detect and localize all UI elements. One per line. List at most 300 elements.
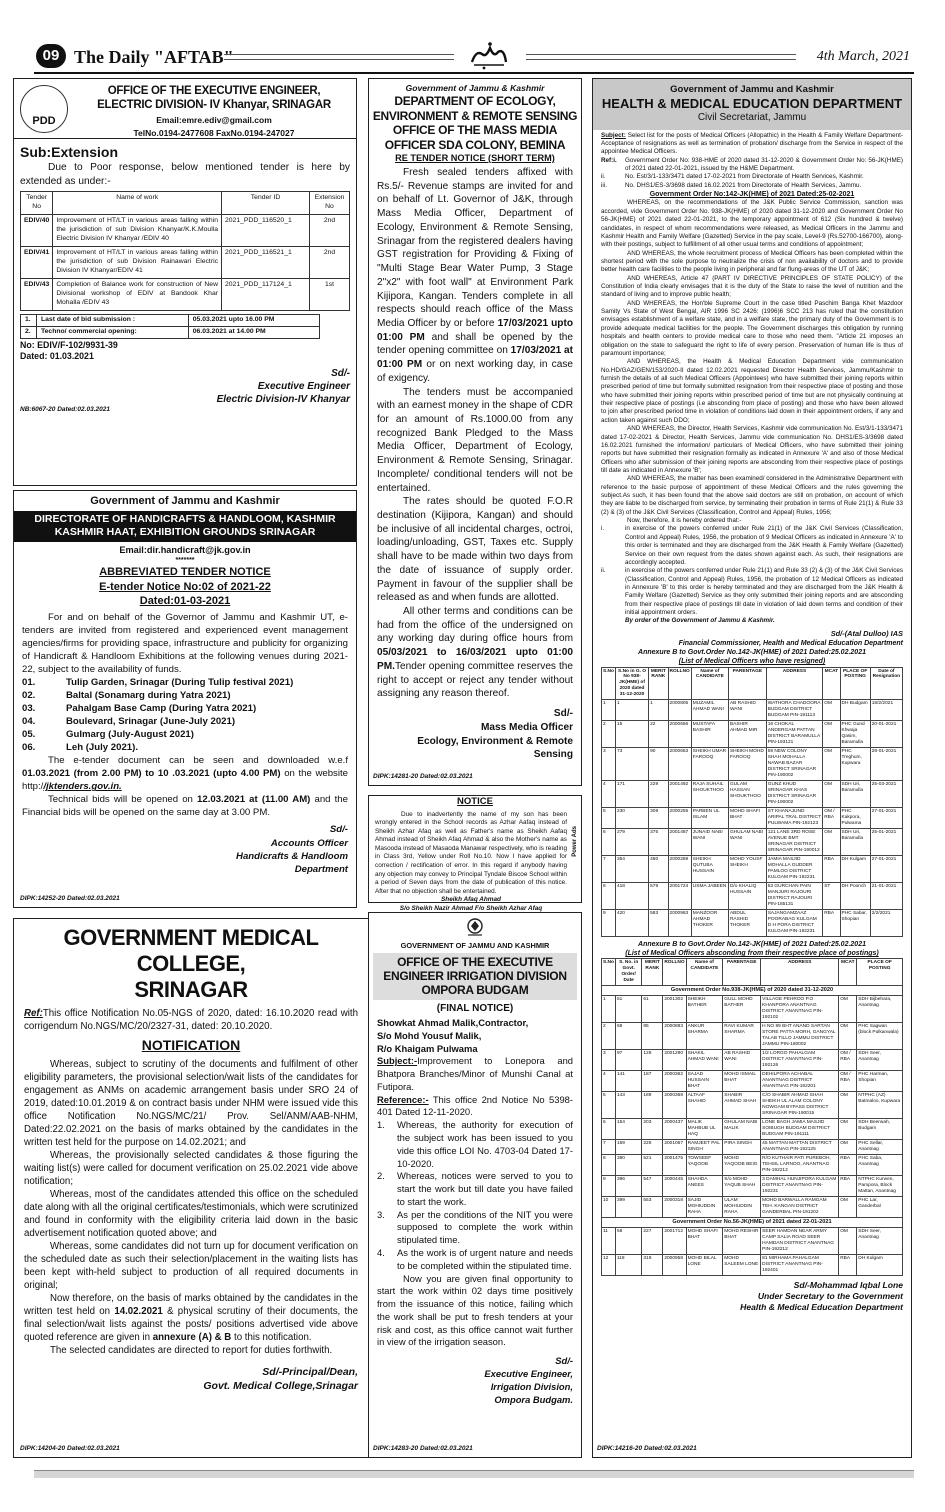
table-cell: RBA — [839, 1155, 857, 1176]
order-paragraph: AND WHEREAS, the whole recruitment process of Medical Officers has been completed within the shortest period with the sole purpose to neutralize the crisis of non availability of doctors and to provide better health care facilities to the people living in peripheral and far flung-areas of the UT of J&K; — [601, 249, 903, 274]
table-cell: MUZAMIL AHMAD WANI — [691, 700, 728, 721]
table-cell: 169 — [615, 1140, 641, 1155]
table-cell: AB RASHID WANI — [723, 1050, 761, 1071]
table-cell: 2000255 — [668, 808, 691, 829]
order-paragraph: AND WHEREAS, the Director, Health Services, Kashmir vide communication No. Est/3/1-133/3471 dated 17-02-2021 & Director, Health Services, Jammu vide communication No. DHS1/ES-3/3698 dated 16.02.2021 furnished the information/ particulars of Medical Officers, who have submitted their joining reports but have submitted their resignation formally as indicated in Annexure 'A' and also of those Medical Officers who after submission of their joining reports are absconding from their respective place of postings till date as indicated in Annexure 'B'; — [601, 425, 903, 474]
aftab-urdu-logo-icon — [466, 40, 512, 70]
table-row — [602, 1050, 903, 1071]
signature-title: Financial Commissioner, Health and Medical Education Department — [678, 639, 903, 647]
signature: Sd/-Principal/Dean, Govt. Medical College,Srinagar — [203, 1365, 358, 1392]
table-cell: SHAHDA ANEES — [686, 1175, 723, 1196]
table-header: ADDRESS — [761, 959, 839, 986]
paper-name: The Daily "AFTAB" — [74, 47, 234, 67]
table-cell: 2000883 — [663, 1023, 686, 1050]
table-cell: 2 — [602, 721, 616, 748]
table-cell: LONE BAGH JAMIA MASJID SOIBUGH BUDGAM DISTRICT BUDGAM PIN-191111 — [761, 1119, 839, 1140]
table-cell: OM / RBA — [823, 808, 840, 829]
issue-date: 4th March, 2021 — [816, 49, 910, 64]
list-item: 04. Boulevard, Srinagar (June-July 2021) — [22, 716, 236, 728]
table-header: S.No in G. O No 938-JK(HME) of 2020 dated 31-12-2020 — [615, 667, 648, 700]
list-item: 1. Whereas, the authority for execution of the subject work has been issued to you vide this office LOI No. 4703-04 Dated 17-10-2020. — [377, 1119, 573, 1169]
table-cell: 53 GURCHAN PAIN MANJURI RAJOURI DISTRICT RAJOURI PIN-185131 — [766, 883, 823, 910]
notice-paragraph: Whereas, most of the candidates attended this office on the scheduled date along with all the original certificates/testimonials, which were scrutinized and found in conformity with the eligibility criteria laid down in the basic advertisement notification quoted above; and — [24, 1188, 358, 1239]
table-cell: RBA — [823, 909, 840, 936]
table-cell: 59 NEW COLONY SHAH MOHALLA NAWAB BAZAR DISTRICT SRINAGAR PIN-190002 — [766, 748, 823, 781]
table-cell: PHC Treghum, Kupwara — [840, 748, 870, 781]
table-cell: 15 — [615, 721, 648, 748]
table-header: ROLLNO — [663, 959, 686, 986]
annexure-title: Annexure B to Govt.Order No.142-JK(HME) of 2021 Dated:25.02.2021 — [638, 940, 866, 948]
table-header: Extension No — [310, 191, 350, 214]
table-cell: NTPHC (AZ) Batmaloo, Kupwara — [857, 1092, 903, 1119]
table-cell: 118 — [615, 1254, 641, 1275]
signature: Sd/-Mohammad Iqbal Lone Under Secretary to the Government Health & Medical Education Department — [740, 1279, 903, 1313]
table-cell: 90 — [649, 748, 668, 781]
signature: Sd/- Executive Engineer, Irrigation Division, Ompora Budgam. — [484, 1355, 573, 1405]
table-header: MERIT RANK — [649, 667, 668, 700]
table-cell: RAJA SUHAIL SHOUKTHOO — [691, 781, 728, 808]
table-cell: 2000368 — [663, 1092, 686, 1119]
table-cell: 25-01-2021 — [870, 829, 902, 856]
list-item: 4. As the work is of urgent nature and needs to be completed within the stipulated time. — [377, 1247, 573, 1271]
list-item: ii. in exercise of the powers conferred under Rule 21(1) and Rule 33 (2) & (3) of the J&K Civil Services (Classification, Control and Appeal) Rules, 1956, the probation of 12 Medical Officers as indicated in Annexure 'B' to this order is hereby terminated and they are discharged from the J&K Health & Family Welfare (Gazetted) Service as they only submitted their joining reports and are absconding from their respective place of postings till date in violation of laid down terms and condition of their initial appointment orders. — [601, 567, 903, 617]
table-cell: OM — [839, 1140, 857, 1155]
government-line: Government of Jammu and Kashmir — [90, 495, 280, 507]
table-cell: ST KHANAJUND ARIPAL TRAL DISTRICT PULWAMA PIN-192123 — [766, 808, 823, 829]
table-cell: TOWSEEF YAQOOB — [686, 1155, 723, 1176]
annexure-subtitle: (List of Medical Officers absconding from their respective place of postings) — [625, 950, 879, 958]
table-cell: 6 — [602, 829, 616, 856]
table-row — [602, 996, 903, 1023]
table-cell: 553 — [642, 1196, 663, 1217]
table-cell: 141 — [615, 1071, 641, 1092]
notice-paragraph: The e-tender document can be seen and downloaded w.e.f 01.03.2021 (from 2.00 PM) to 10 .03.2021 (upto 4.00 PM) on the website http://jktenders.gov.in. — [22, 755, 348, 793]
list-item: 03. Pahalgam Base Camp (During Yatra 2021) — [22, 703, 257, 715]
order-paragraph: AND WHEREAS, the Health & Medical Education Department vide communication No.HD/GAZ/GEN/153/2020-II dated 12.02.2021 requested Director Health Services, Jammu/Kashmir to furnish the details of all such Medical Officers (Appointees) who have submitted their joining reports within prescribed period of time but formally submitted resignation from their respective place of posting and those who have submitted their joining reports within prescribed period of time but are not physically continuing at their respective place of postings (i.e absconding from place of posting) and those who have been allowed to join after prescribed period time in violation of conditions laid down in their appointment orders, if any and action taken against such DDO; — [601, 358, 903, 424]
list-item: iii. No. DHS1/ES-3/3698 dated 16.02.2021 from Directorate of Health Services, Jammu. — [601, 181, 862, 189]
table-row: EDIV/43 Completion of Balance work for construction of New Divisional workshop of EDIV at Bandook Khar Mohalla /EDIV 43 2021_PDD_117124_1 1st — [21, 278, 350, 310]
table-cell: 189 — [642, 1092, 663, 1119]
table-cell: 309 — [649, 808, 668, 829]
table-cell: 583 — [649, 909, 668, 936]
table-cell: 2001487 — [668, 829, 691, 856]
table-cell: 58 — [615, 1227, 641, 1254]
table-row: 1. Last date of bid submission : 05.03.2021 upto 16.00 PM — [21, 314, 320, 326]
table-caption: Government Order No.56-JK(HME) of 2021 dated 22-01-2021 — [602, 1217, 903, 1227]
table-cell: SDH Beerwah, Budgam — [857, 1119, 903, 1140]
signature: Sheikh Afaq Ahmad S/o Sheikh Nazir Ahmad F/o Sheikh Azhar Afaq — [399, 896, 543, 912]
table-cell: MOHD YAQOOB BEIG — [723, 1155, 761, 1176]
table-cell: MOHD BARWALLA RAMGAM TEH. KANGAN DISTRICT GANDERBAL PIN-191202 — [761, 1196, 839, 1217]
table-cell: PHC Gund Khwaja Qasim, Baramulla — [840, 721, 870, 748]
table-cell: 279 — [615, 829, 648, 856]
reference-paragraph: Ref:This office Notification No.05-NGS of 2020, dated: 16.10.2020 read with corrigendum No.NGS/MC/20/2327-31, dated: 20.10.2020. — [24, 1007, 358, 1032]
notice-name-correction — [368, 795, 582, 912]
table-cell: 51 — [615, 996, 641, 1023]
table-row — [602, 1023, 903, 1050]
table-cell: PHC Sabar, Shopian — [840, 909, 870, 936]
table-cell: DH Kulgam — [840, 856, 870, 883]
table-cell: OM — [823, 721, 840, 748]
dipk-number: DIPK:14204-20 Dated:02.03.2021 — [20, 1445, 120, 1453]
table-cell: PHC Saba, Anantnag — [857, 1155, 903, 1176]
table-row — [602, 829, 903, 856]
table-cell: MOHD SALEEM LONE — [723, 1254, 761, 1275]
table-cell: 3 — [602, 748, 616, 781]
table-cell: 18/2/2021 — [870, 700, 902, 721]
points-list — [377, 1119, 573, 1272]
table-cell: PIRA SINGH — [723, 1140, 761, 1155]
order-paragraph: AND WHEREAS, the Hon'ble Supreme Court in the case titled Paschim Banga Khet Mazdoor Samity Vs State of West Bengal, AIR 1996 SC 2426: (1996)6 SCC 213 has ruled that the constitution envisages establishment of a welfare state, and in a welfare state, the primary duty of the Government is to provide adequate medical facilities for the people. The Government discharges this obligation by running hospitals and health centers to provide medical care to those who need them. "Article 21 imposes an obligation on the state to safeguard the right to life of every person. Preservation of human life is thus of paramount importance; — [601, 299, 903, 357]
table-cell: 375 — [649, 829, 668, 856]
list-item: ii. No. Est/3/1-133/3471 dated 17-02-2021 from Directorate of Health Services, Kashmir. — [601, 173, 864, 181]
table-cell: 171 — [615, 781, 648, 808]
table-row — [602, 721, 903, 748]
order-paragraph: WHEREAS, on the recommendations of the J&K Public Service Commission, sanction was accorded, vide Government Order No. 938-JK(HME) of 2020 dated 31-12-2020 and Government Order No 56-JK(HME) of 2021 dated 22-01-2021, to the temporary appointment of 612 (Six hundred & twelve) candidates, in respect of whom recommendations were released, as Medical Officers in the Jammu and Kashmir Health and Family Welfare (Gazetted) Service in the pay scale, Level-9 (Rs.52700-166700), along-with their postings, subject to fulfillment of all other usual terms and conditions of appointment; — [601, 199, 903, 249]
dipk-number: DIPK:14216-20 Dated:02.03.2021 — [597, 1445, 697, 1453]
intro-text: Due to Poor response, below mentioned tender is here by extended as under:- — [20, 162, 350, 187]
agency-tag: Power Ads — [572, 826, 579, 857]
table-cell: 2001475 — [663, 1155, 686, 1176]
notice-paragraph: Fresh sealed tenders affixed with Rs.5/- Revenue stamps are invited for and on behalf of Lt. Governor of J&K, through Mass Media Officer, Department of Ecology, Environment & Remote Sensing, Srinagar from the registered dealers having GST registration for Providing & Fixing of "Multi Stage Bear Water Pump, 3 Stage 2"x2" with foot wall" at Environment Park Kijipora, Kangan. Tenders complete in all respects should reach office of the Mass Media Officer by or before 17/03/2021 upto 01:00 PM and shall be opened by the tender opening committee on 17/03/2021 at 01:00 PM or on next working day, in case of exigency. — [377, 167, 573, 384]
table-cell: ABDUL RASHID THOKER — [728, 909, 766, 936]
table-cell: 7 — [602, 1140, 616, 1155]
notice-paragraph: The selected candidates are directed to report for duties forthwith. — [50, 1344, 333, 1356]
list-item: i. in exercise of the powers conferred under Rule 21(1) of the J&K Civil Services (Classification, Control and Appeal) Rules, 1956, the probation of 9 Medical Officers as indicated in Annexure 'A' to this order is terminated and they are discharged from the J&K Health & Family Welfare (Gazetted) Service on their own request from the dates shown against each. As such, their resignations are accordingly accepted. — [601, 525, 903, 566]
table-cell: 1 — [602, 996, 616, 1023]
notice-date: Dated:01-03-2021 — [139, 595, 231, 608]
table-cell: JAMIA MASJID MOHALLA GUDDER PAMLOO DISTRICT KULGAM PIN-192231 — [766, 856, 823, 883]
table-cell: 143 — [615, 1092, 641, 1119]
dipk-number: DIPK:14283-20 Dated:02.03.2021 — [373, 1445, 473, 1453]
table-cell: 229 — [649, 781, 668, 808]
table-cell: 2/2/2021 — [870, 909, 902, 936]
notice-title: RE TENDER NOTICE (SHORT TERM) — [395, 152, 555, 163]
subject-line: Sub:Extension — [20, 144, 119, 160]
table-cell: 1 — [602, 700, 616, 721]
table-header: Tender No — [21, 191, 53, 214]
table-cell: DH Kulgam — [857, 1254, 903, 1275]
table-cell: 9 — [602, 909, 616, 936]
table-cell: SDH Uri, Baramulla — [840, 781, 870, 808]
notice-title: GOVERNMENT MEDICAL COLLEGE, SRINAGAR — [63, 925, 319, 1002]
table-cell: SHEIKH UMAR FAROOQ — [691, 748, 728, 781]
table-cell: MOHD RESHIR BHAT — [723, 1227, 761, 1254]
order-paragraph: AND WHEREAS, the matter has been examined/ considered in the Administrative Department with reference to the basic purpose of appointment of these Medical Officers and the rules governing the subject.As such, it has been found that the above said doctors are still on probation, on account of which they are liable to be discharged from service, by terminating their probation in terms of Rule 21(1) & Rule 33 (2) & (3) of the J&K Civil Services (Classification, Control and Appeal) Rules, 1956; — [601, 475, 903, 516]
table-row — [602, 748, 903, 781]
table-cell: 12 — [602, 1254, 616, 1275]
notice-header — [14, 79, 356, 139]
notice-irrigation — [368, 912, 582, 1458]
notice-paragraph: Due to inadvertently the name of my son has been wrongly entered in the School records as Azhar Aafaq instead of Sheikh Azhar Afaq as well as Father's name as Sheikh Aafaq Ahmad instead of Sheikh Afaq Ahmad & also the Mother's name as Masooda instead of Masaoda Manawar respectively, who is reading in Class 3rd, Yellow under Roll No.10. Now I have applied for correction / rectification of error. In this regard if anybody having any objection may convey to Principal Tyndale Biscoe School within a period of Seven days from the date of publication of this notice. After that no objection shall be entertained. — [375, 810, 567, 895]
table-cell: DEHILPORA ACHABAL ANANTNAG DISTRICT ANANTNAG PIN-192201 — [761, 1071, 839, 1092]
table-cell: D/o KHALIQ HUSSAIN — [728, 883, 766, 910]
table-cell: GULAM HASSAN SHOUKTHOO — [728, 781, 766, 808]
table-caption: Government Order No.938-JK(HME) of 2020 dated 31-12-2020 — [602, 986, 903, 996]
table-cell: SEER HAMDAN NEAR ARMY CAMP SALIA ROAD SEER HAMDAN DISTRICT ANANTNAG PIN-192212 — [761, 1227, 839, 1254]
table-cell: ULAM MOHIUDDIN RAHA — [723, 1196, 761, 1217]
table-cell: 187 — [642, 1071, 663, 1092]
table-row — [602, 856, 903, 883]
order-paragraph: AND WHEREAS, Article 47 (PART IV DIRECTIVE PRINCIPLES OF STATE POLICY) of the Constitution of India clearly envisages that it is the duty of the State to raise the level of nutrition and the standard of living and to improve public health; — [601, 274, 903, 299]
table-row — [602, 1196, 903, 1217]
notice-medical-college — [13, 918, 369, 1458]
table-cell: SAJANGAMZAAZ POORABAG KULGAM D H PORA DISTRICT KULGAM PIN-192231 — [766, 909, 823, 936]
table-cell: PHC Lar, Ganderbal — [857, 1196, 903, 1217]
table-cell: RAMJEET PAL SINGH — [686, 1140, 723, 1155]
table-cell: PHC Sagwan (block Pulkanwala) — [857, 1023, 903, 1050]
table-cell: 547 — [642, 1175, 663, 1196]
table-cell: OM — [823, 700, 840, 721]
table-row: EDIV/41 Improvement of HT/LT in various areas falling within the jurisdiction of sub Division Rainawari Electric Division IV Khanyar/EDIV 41 2021_PDD_116521_1 2nd — [21, 246, 350, 278]
table-cell: OM — [823, 829, 840, 856]
list-item: 3. As per the conditions of the NIT you were supposed to complete the work within stipulated time. — [377, 1208, 573, 1246]
table-cell: SHEIKH MOHD FAROOQ — [728, 748, 766, 781]
table-cell: OM / RBA — [839, 1071, 857, 1092]
list-item: 2. Whereas, notices were served to you to start the work but till date you have failed to start the work. — [377, 1170, 573, 1207]
table-cell: 4 — [602, 781, 616, 808]
table-cell: 5 — [602, 1092, 616, 1119]
table-cell: OM — [839, 996, 857, 1023]
table-cell: VILLAGE PEHROO P.O KHANPORA ANANTNAG DISTRICT ANANTNAG PIN-192102 — [761, 996, 839, 1023]
order-title: Government Order No:142-JK(HME) of 2021 Dated:25-02-2021 — [649, 191, 855, 199]
table-cell: USMA JABEEN — [691, 883, 728, 910]
table-cell: 2001290 — [663, 1050, 686, 1071]
table-cell: ALTAAF SHAHID — [686, 1092, 723, 1119]
table-cell: SAJAD HUSSAIN BHAT — [686, 1071, 723, 1092]
table-cell: 230 — [615, 808, 648, 829]
table-cell: OM / RBA — [839, 1050, 857, 1071]
table-cell: PHC Sellar, Anantnag — [857, 1140, 903, 1155]
table-cell: 27-01-2021 — [870, 856, 902, 883]
table-cell: 128 — [642, 1050, 663, 1071]
table-cell: 8 — [602, 883, 616, 910]
table-header: ROLLNO — [668, 667, 691, 700]
table-header: MERIT RANK — [642, 959, 663, 986]
government-line: Government of Jammu & Kashmir — [405, 83, 545, 93]
table-cell: OM — [839, 1023, 857, 1050]
table-header: Name of work — [53, 191, 222, 214]
table-row — [602, 1119, 903, 1140]
table-cell: 61 — [642, 996, 663, 1023]
table-cell: RAVI KUMAR SHARMA — [723, 1023, 761, 1050]
table-cell: 2001724 — [668, 883, 691, 910]
notice-paragraph: Technical bids will be opened on 12.03.2021 at (11.00 AM) and the Financial bids will be opened on the same day at 3.00 PM. — [22, 794, 348, 819]
table-cell: 396 — [615, 1175, 641, 1196]
department-title: DEPARTMENT OF ECOLOGY, ENVIRONMENT & REMOTE SENSING OFFICE OF THE MASS MEDIA OFFICER SDA COLONY, BEMINA — [372, 94, 578, 152]
table-cell: DH Poonch — [840, 883, 870, 910]
table-cell: 2000289 — [668, 856, 691, 883]
table-cell: AB RASHID WANI — [728, 700, 766, 721]
table-cell: OM — [839, 1196, 857, 1217]
table-cell: 2001067 — [663, 1140, 686, 1155]
list-item: Ref:i. Government Order No: 938-HME of 2020 dated 31-12-2020 & Government Order No: 56-JK(HME) of 2021 dated 22-01-2021, issued by the H&ME Department. — [601, 156, 903, 173]
table-row — [602, 1155, 903, 1176]
table-header: S.No — [602, 959, 616, 986]
table-cell: R/O KUTHAIR PATI PUREBOH, TEHSIL LARNOO, ANANTNAG PIN-192212 — [761, 1155, 839, 1176]
table-cell: 2000318 — [663, 1196, 686, 1217]
table-cell: 5 — [602, 808, 616, 829]
reference-date: Dated: 01.03.2021 — [20, 351, 94, 362]
table-header: Tender ID — [222, 191, 310, 214]
table-cell: 2000656 — [668, 721, 691, 748]
table-cell: 85 — [642, 1023, 663, 1050]
table-cell: JUNAID NABI WANI — [691, 829, 728, 856]
table-row — [602, 883, 903, 910]
notice-electric-division — [13, 78, 357, 486]
notice-title: NOTICE — [457, 796, 493, 807]
footer-rule — [34, 1470, 914, 1478]
table-header: S. No. in Govt. Order/ Date — [615, 959, 641, 986]
table-cell: GHULAM NABI MALIK — [723, 1119, 761, 1140]
dipk-number: NB:6067-20 Dated:02.03.2021 — [20, 406, 110, 414]
masthead-rule-right — [526, 54, 796, 60]
office-phone: TelNo.0194-2477608 FaxNo.0194-247027 — [133, 127, 295, 138]
table-cell: MOHD SHAFI BHAT — [686, 1227, 723, 1254]
table-row — [602, 1071, 903, 1092]
table-row — [602, 909, 903, 936]
table-cell: 11 — [602, 1227, 616, 1254]
table-cell: NTPHC Kurwen, Pampora, Block Mattan, Anantnag — [857, 1175, 903, 1196]
absconding-officers-table — [601, 958, 903, 1275]
list-item: 06. Leh (July 2021). — [22, 742, 138, 754]
table-cell: 22 — [649, 721, 668, 748]
table-header: PLACE OF POSTING — [857, 959, 903, 986]
table-row — [602, 781, 903, 808]
table-cell: OM — [839, 1227, 857, 1254]
table-cell: OM — [839, 1119, 857, 1140]
table-cell: SHEIKH BATHER — [686, 996, 723, 1023]
table-cell: MOHD SHAFI BHAT — [728, 808, 766, 829]
table-cell: 579 — [649, 883, 668, 910]
table-cell: 9 — [602, 1175, 616, 1196]
table-cell: 2000653 — [668, 748, 691, 781]
list-item: 02. Baltal (Sonamarg during Yatra 2021) — [22, 690, 231, 701]
addressee: Showkat Ahmad Malik,Contractor, S/o Mohd Yousuf Malik, R/o Khaigam Pulwama — [377, 1016, 529, 1054]
table-cell: 203 — [642, 1119, 663, 1140]
annexure-title: Annexure B to Govt.Order No.142-JK(HME) of 2021 Dated:25.02.2021 — [638, 648, 866, 656]
table-cell: 226 — [642, 1140, 663, 1155]
table-header: MCAT — [823, 667, 840, 700]
notice-health-department — [592, 78, 912, 1458]
table-cell: MUSTAFA BASHIR — [691, 721, 728, 748]
table-cell: OM — [823, 781, 840, 808]
table-cell: SDH Bijbehara, Anantnag — [857, 996, 903, 1023]
list-item: 01. Tulip Garden, Srinagar (During Tulip festival 2021) — [22, 676, 294, 688]
table-row: EDIV/40 Improvement of HT/LT in various areas falling within the jurisdiction of sub Division Khanyar/K.K.Moulla Electric Division IV Khanyar /EDIV 40 2021_PDD_116520_1 2nd — [21, 214, 350, 246]
table-cell: SDH Seer, Anantnag — [857, 1227, 903, 1254]
table-row — [602, 1227, 903, 1254]
table-cell: 25-03-2021 — [870, 781, 902, 808]
government-emblem-icon — [464, 917, 486, 937]
tender-table — [20, 191, 350, 311]
table-row — [602, 1175, 903, 1196]
table-cell: 399 — [615, 1196, 641, 1217]
table-cell: 6 — [602, 1119, 616, 1140]
table-cell: PHC Harman, Shopian — [857, 1071, 903, 1092]
table-cell: MANZOOR AHMAD THOKER — [691, 909, 728, 936]
dipk-number: DIPK:14252-20 Dated:02.03.2021 — [20, 895, 120, 903]
orders-list — [601, 525, 903, 617]
table-cell: S/o MOHD YAQUB SHAH — [723, 1175, 761, 1196]
page-number: 09 — [36, 44, 66, 68]
signature: Sd/- Executive Engineer Electric Division-IV Khanyar — [216, 367, 350, 406]
table-cell: 2000958 — [663, 1254, 686, 1275]
table-row: 2. Techno/ commercial opening: 06.03.2021 at 14.00 PM — [21, 326, 320, 338]
table-cell: 354 — [615, 856, 648, 883]
subject-line: Subject: Select list for the posts of Medical Officers (Allopathic) in the Health & Family Welfare Department-Acceptance of resignations as well as termination of probation/ discharge from the Service in respect of the appointee Medical Officers. — [601, 131, 903, 156]
notice-paragraph: Whereas, the provisionally selected candidates & those figuring the waiting list(s) were called for document verification on 25.02.2021 vide above notification; — [24, 1149, 358, 1187]
table-cell: 2001302 — [663, 996, 686, 1023]
reference-number: No: EDIV/F-102/9931-39 — [20, 339, 118, 350]
table-cell: 154 — [615, 1119, 641, 1140]
notice-paragraph: Whereas, some candidates did not turn up for document verification on the scheduled date as such their selection/placement in the waiting lists has been kept with-held subject to production of all required documents in original; — [24, 1240, 358, 1291]
table-row — [602, 1254, 903, 1275]
notice-paragraph: Whereas, subject to scrutiny of the documents and fulfilment of other eligibility parameters, the provisional selection/wait lists of the candidates for engagement as ANMs on academic arrangement basis under SRO 24 of 2019, dated:10.01.2019 & on contract basis under NHM were issued vide this office Notification No.NGS/MC/21/ Prov. Sel/ANM/AAB-NHM, Dated:22.02.2021 on the basis of marks obtained by the candidates in the written test held for the purpose on 14.02.2021; and — [24, 1058, 358, 1148]
table-cell: 480 — [649, 856, 668, 883]
annexure-subtitle: (List of Medical Officers who have resigned) — [678, 658, 826, 666]
notice-paragraph: Now you are given final opportunity to start the work within 02 days time positively from the issuance of this notice, failing which the work shall be put to fresh tenders at your risk and cost, as this office cannot wait further in view of the irrigation season. — [377, 1272, 573, 1348]
table-row — [602, 1092, 903, 1119]
office-title: OFFICE OF THE EXECUTIVE ENGINEER, ELECTRIC DIVISION- IV Khanyar, SRINAGAR — [97, 85, 331, 111]
table-cell: 20-01-2021 — [870, 721, 902, 748]
dipk-number: DIPK:14281-20 Dated:02.03.2021 — [373, 773, 473, 781]
table-cell: 7 — [602, 856, 616, 883]
notice-paragraph: For and on behalf of the Governor of Jammu and Kashmir UT, e-tenders are invited from registered and experienced event management agencies/firms for providing space, infrastructure and publicity for organizing of Handicraft & Handloom Exhibitions at the following venues during 2021-22, subject to the availability of funds. — [22, 611, 348, 675]
table-cell: 4 — [602, 1071, 616, 1092]
table-cell: 121 LANE 3RD ROSE AVENUE BMT SRINAGAR DISTRICT SRINAGAR PIN-190012 — [766, 829, 823, 856]
divider-stars: ******* — [175, 556, 195, 564]
department-band: DIRECTORATE OF HANDICRAFTS & HANDLOOM, KASHMIR KASHMIR HAAT, EXHIBITION GROUNDS SRINAGAR — [14, 511, 356, 542]
table-cell: 418 — [615, 883, 648, 910]
by-order: By order of the Government of Jammu & Kashmir. — [625, 617, 775, 625]
table-cell: OM — [823, 748, 840, 781]
table-cell: RBA — [839, 1254, 857, 1275]
table-cell: RBA — [839, 1175, 857, 1196]
notice-title: ABBREVIATED TENDER NOTICE — [99, 566, 271, 579]
table-cell: MALIK MAHBUB UL HAQ — [686, 1119, 723, 1140]
resigned-officers-table — [601, 667, 903, 937]
table-cell: 521 — [642, 1155, 663, 1176]
signature: Sd/-(Atal Dulloo) IAS — [830, 628, 903, 638]
table-header: PLACE OF POSTING — [840, 667, 870, 700]
notice-paragraph: All other terms and conditions can be had from the office of the undersigned on any working day during office hours from 05/03/2021 to 16/03/2021 upto 01:00 PM.Tender opening committee reserves the right to accept or reject any tender without assigning any reason thereof. — [377, 606, 573, 700]
table-cell: 16 CHOKAL ANDERGAM PATTAN DISTRICT BARAMULLA PIN-193121 — [766, 721, 823, 748]
table-row — [602, 1140, 903, 1155]
table-header: Name of CANDIDATE — [691, 667, 728, 700]
table-row — [602, 700, 903, 721]
table-cell: 1 — [649, 700, 668, 721]
table-cell: 3 — [602, 1050, 616, 1071]
table-cell: 10 — [602, 1196, 616, 1217]
table-cell: 380 — [615, 1155, 641, 1176]
table-cell: 45 MATTAN MATTAN DISTRICT ANANTNAG PIN-192125 — [761, 1140, 839, 1155]
signature: Sd/- Mass Media Officer Ecology, Environment & Remote Sensing — [417, 708, 573, 761]
pdd-logo-icon: PDD — [20, 85, 68, 133]
table-cell: RBA — [823, 856, 840, 883]
notification-heading: NOTIFICATION — [141, 1036, 241, 1053]
department-email: Email:dir.handicraft@jk.gov.in — [119, 544, 251, 555]
table-cell: C/O SHABIR AHMAD SHAH SHEIKH UL ALAM COLONY NOWGAM BYPASS DISTRICT SRINAGAR PIN-190015 — [761, 1092, 839, 1119]
table-cell: GUNZ KHUD SRINAGAR KHAS DISTRICT SRINAGAR PIN-190002 — [766, 781, 823, 808]
table-cell: PARBEN UL ISLAM — [691, 808, 728, 829]
office-title: OFFICE OF THE EXECUTIVE ENGINEER IRRIGATION DIVISION OMPORA BUDGAM — [373, 953, 577, 1000]
table-cell: H NO 89 BHT ANAND SARTAN STORE PATTA MORH, GANGYAL TALAB TILLO JAMMU DISTRICT JAMMU PIN-180002 — [761, 1023, 839, 1050]
table-cell: 2 — [602, 1023, 616, 1050]
table-cell: 1/2 LORGO PAHALGAM DISTRICT ANANTNAG PIN-192126 — [761, 1050, 839, 1071]
table-cell: MOHD YOUSF SHEIKH — [728, 856, 766, 883]
tender-website-link[interactable]: /jktenders.gov.in. — [43, 781, 122, 793]
